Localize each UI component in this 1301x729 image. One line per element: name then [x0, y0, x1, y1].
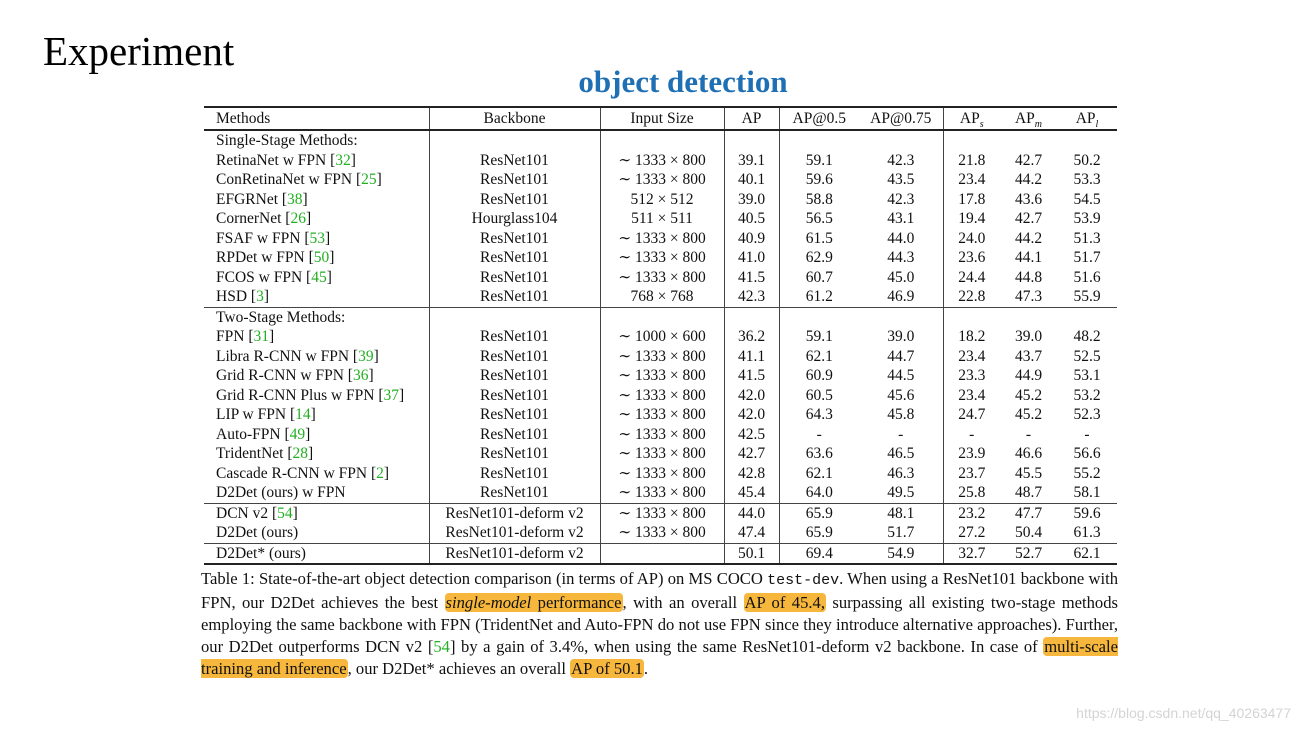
citation-ref: 37 — [383, 386, 400, 404]
watermark: https://blog.csdn.net/qq_40263477 — [1076, 705, 1291, 721]
empty-cell — [429, 307, 600, 327]
ap50-cell: 60.9 — [805, 367, 833, 384]
apm-cell: 42.7 — [1014, 210, 1043, 227]
apm-cell: 44.8 — [1014, 268, 1043, 286]
ap75-cell: 51.7 — [859, 523, 943, 543]
aps-cell: 27.2 — [958, 524, 986, 541]
empty-cell — [859, 307, 943, 327]
citation-ref: 54 — [277, 504, 293, 522]
aps-cell: 19.4 — [958, 210, 986, 227]
backbone-cell: ResNet101-deform v2 — [429, 503, 600, 523]
ap50-cell: 59.1 — [805, 151, 833, 169]
backbone-cell: ResNet101 — [429, 287, 600, 307]
ap75-cell: 48.1 — [859, 503, 943, 523]
apl-cell: 54.5 — [1073, 190, 1101, 208]
table-caption: Table 1: State-of-the-art object detection comparison (in terms of AP) on MS COCO test-dev. When using a ResNet101 backbone with FPN, our D2Det achieves the best single-model performance, with an overall AP of 45.4, surpassing all existing two-stage methods employing the same backbone with FPN (TridentNet and Auto-FPN do not use FPN since they introduce alternative approaches). Further, our D2Det outperforms DCN v2 [54] by a gain of 3.4%, when using the same ResNet101-deform v2 backbone. In case of multi-scale training and inference, our D2Det* achieves an overall AP of 50.1. — [201, 569, 1118, 678]
table-row — [204, 543, 1117, 564]
method-cell: DCN v2 [54] — [204, 503, 429, 523]
method-cell: RetinaNet w FPN [32] — [204, 151, 429, 171]
method-cell: Grid R-CNN Plus w FPN [37] — [204, 386, 429, 406]
ap75-cell: 45.6 — [859, 386, 943, 406]
method-cell: HSD [3] — [204, 287, 429, 307]
empty-cell — [1000, 307, 1057, 327]
ap75-cell: 46.5 — [859, 444, 943, 464]
ap75-cell: 46.3 — [859, 464, 943, 484]
input-size-cell: ∼ 1333 × 800 — [600, 268, 724, 288]
apl-cell: 55.2 — [1073, 464, 1101, 482]
results-table — [204, 106, 1117, 565]
aps-cell: 21.8 — [958, 151, 986, 169]
input-size-cell: 768 × 768 — [600, 287, 724, 307]
method-cell: FPN [31] — [204, 327, 429, 347]
ap-cell: 41.5 — [724, 268, 779, 288]
method-cell: CornerNet [26] — [204, 209, 429, 229]
table-row — [204, 425, 1117, 445]
ap75-cell: 42.3 — [859, 151, 943, 171]
slide-subtitle: object detection — [578, 64, 788, 99]
backbone-cell: ResNet101 — [429, 170, 600, 190]
ap-cell: 44.0 — [724, 503, 779, 523]
aps-cell: - — [969, 425, 975, 443]
table-row — [204, 229, 1117, 249]
citation-ref: 36 — [352, 367, 369, 384]
ap-cell: 42.5 — [724, 425, 779, 445]
input-size-cell: ∼ 1333 × 800 — [600, 386, 724, 406]
input-size-cell — [600, 543, 724, 564]
citation-ref: 26 — [290, 210, 306, 227]
table-row — [204, 503, 1117, 523]
header-ap: AP — [724, 107, 779, 130]
apm-cell: 45.2 — [1014, 406, 1043, 423]
ap50-cell: 61.5 — [805, 229, 833, 247]
citation-ref: 32 — [335, 151, 351, 169]
header-input-size: Input Size — [600, 107, 724, 130]
input-size-cell: ∼ 1333 × 800 — [600, 464, 724, 484]
apl-cell: - — [1084, 425, 1090, 443]
ap50-cell: 65.9 — [779, 503, 859, 523]
ap75-cell: 39.0 — [859, 327, 943, 347]
input-size-cell: ∼ 1333 × 800 — [600, 444, 724, 464]
apl-cell: 62.1 — [1057, 543, 1117, 564]
apl-cell: 52.3 — [1073, 406, 1101, 423]
backbone-cell: ResNet101 — [429, 151, 600, 171]
ap75-cell: 54.9 — [859, 543, 943, 564]
ap-cell: 41.1 — [724, 347, 779, 367]
table-row — [204, 366, 1117, 386]
ap75-cell: 46.9 — [859, 287, 943, 307]
aps-cell: 24.7 — [958, 406, 986, 423]
ap50-cell: 69.4 — [779, 543, 859, 564]
ap50-cell: - — [816, 425, 822, 443]
method-name: D2Det* (ours) — [216, 544, 306, 562]
ap-cell: 39.1 — [724, 151, 779, 171]
apm-cell: 52.7 — [1000, 543, 1057, 564]
ap-cell: 45.4 — [724, 483, 779, 503]
empty-cell — [600, 307, 724, 327]
backbone-cell: ResNet101 — [429, 483, 600, 503]
apm-cell: - — [1025, 425, 1032, 443]
method-name: TridentNet — [216, 445, 288, 462]
ap50-cell: 64.3 — [805, 406, 833, 423]
method-cell — [204, 483, 429, 503]
apm-cell: 46.6 — [1014, 445, 1043, 462]
apl-cell: 58.1 — [1073, 484, 1101, 501]
backbone-cell: ResNet101 — [429, 464, 600, 484]
section-label: Two-Stage Methods: — [204, 307, 429, 327]
table-row — [204, 483, 1117, 503]
input-size-cell: ∼ 1333 × 800 — [600, 503, 724, 523]
backbone-cell: ResNet101 — [429, 327, 600, 347]
input-size-cell: ∼ 1333 × 800 — [600, 347, 724, 367]
citation-ref: 25 — [361, 171, 377, 188]
apm-cell: 50.4 — [1014, 524, 1043, 541]
header-apm: $AP_m$ — [1000, 107, 1057, 130]
method-cell — [204, 543, 429, 564]
highlight-multiscale: multi-scale training and inference — [201, 637, 1118, 678]
method-name: Cascade R-CNN w FPN — [216, 464, 371, 482]
empty-cell — [943, 307, 1000, 327]
backbone-cell: ResNet101 — [429, 248, 600, 268]
method-name: Auto-FPN — [216, 425, 285, 443]
backbone-cell: ResNet101 — [429, 444, 600, 464]
aps-cell: 22.8 — [958, 288, 986, 305]
method-name: HSD — [216, 288, 251, 305]
method-name: RetinaNet w FPN — [216, 151, 331, 169]
section-row — [204, 130, 1117, 151]
ap-cell: 40.9 — [724, 229, 779, 249]
section-row — [204, 307, 1117, 327]
empty-cell — [943, 130, 1000, 151]
input-size-cell: ∼ 1333 × 800 — [600, 151, 724, 171]
input-size-cell: ∼ 1333 × 800 — [600, 483, 724, 503]
ap75-cell: 43.5 — [859, 170, 943, 190]
table-header-row — [204, 107, 1117, 130]
ap-cell: 42.8 — [724, 464, 779, 484]
caption-test-dev: test-dev — [767, 572, 840, 589]
ap75-cell: 43.1 — [859, 209, 943, 229]
apm-cell: 45.5 — [1014, 464, 1043, 482]
input-size-cell: ∼ 1333 × 800 — [600, 523, 724, 543]
empty-cell — [779, 307, 859, 327]
method-name: Grid R-CNN w FPN — [216, 367, 348, 384]
citation-ref: 3 — [256, 288, 264, 305]
empty-cell — [724, 307, 779, 327]
backbone-cell: ResNet101 — [429, 268, 600, 288]
table-row — [204, 523, 1117, 543]
ap75-cell: - — [859, 425, 943, 445]
table-row — [204, 170, 1117, 190]
empty-cell — [600, 130, 724, 151]
apm-cell: 48.7 — [1014, 484, 1043, 501]
citation-ref: 28 — [292, 445, 309, 462]
method-cell: EFGRNet [38] — [204, 190, 429, 210]
aps-cell: 23.4 — [958, 347, 986, 365]
method-name: FCOS w FPN — [216, 268, 307, 286]
aps-cell: 24.0 — [958, 229, 986, 247]
ap50-cell: 60.7 — [805, 268, 833, 286]
empty-cell — [429, 130, 600, 151]
ap75-cell: 45.8 — [859, 405, 943, 425]
header-ap50: AP@0.5 — [779, 107, 859, 130]
ap-cell: 36.2 — [724, 327, 779, 347]
empty-cell — [779, 130, 859, 151]
ap-cell: 42.3 — [724, 287, 779, 307]
apm-cell: 44.2 — [1014, 229, 1043, 247]
input-size-cell: ∼ 1000 × 600 — [600, 327, 724, 347]
apl-cell: 51.7 — [1073, 249, 1101, 266]
citation-ref: 49 — [289, 425, 306, 443]
aps-cell: 17.8 — [958, 190, 986, 208]
header-apl: $AP_l$ — [1057, 107, 1117, 130]
apm-cell: 43.6 — [1014, 190, 1043, 208]
table-row — [204, 151, 1117, 171]
backbone-cell: ResNet101 — [429, 347, 600, 367]
citation-ref: 38 — [287, 190, 303, 208]
input-size-cell: 511 × 511 — [600, 209, 724, 229]
input-size-cell: ∼ 1333 × 800 — [600, 366, 724, 386]
apl-cell: 51.3 — [1073, 229, 1101, 247]
citation-ref: 31 — [253, 328, 269, 345]
apm-cell: 47.3 — [1014, 288, 1043, 305]
ap-cell: 40.1 — [724, 170, 779, 190]
apl-cell: 53.9 — [1073, 210, 1101, 227]
aps-cell: 32.7 — [943, 543, 1000, 564]
ap-cell: 50.1 — [724, 543, 779, 564]
method-name: ConRetinaNet w FPN — [216, 171, 356, 188]
backbone-cell: ResNet101 — [429, 190, 600, 210]
ap50-cell: 62.1 — [805, 464, 833, 482]
apm-cell: 39.0 — [1014, 328, 1043, 345]
method-cell: TridentNet [28] — [204, 444, 429, 464]
method-cell: Libra R-CNN w FPN [39] — [204, 347, 429, 367]
backbone-cell: ResNet101 — [429, 386, 600, 406]
input-size-cell: ∼ 1333 × 800 — [600, 229, 724, 249]
backbone-cell: ResNet101-deform v2 — [429, 543, 600, 564]
header-backbone: Backbone — [429, 107, 600, 130]
aps-cell: 23.3 — [958, 367, 986, 384]
header-methods: Methods — [204, 107, 429, 130]
ap-cell: 39.0 — [724, 190, 779, 210]
ap75-cell: 44.5 — [859, 366, 943, 386]
method-name: LIP w FPN — [216, 406, 290, 423]
backbone-cell: ResNet101 — [429, 425, 600, 445]
table-row — [204, 444, 1117, 464]
ap-cell: 42.7 — [724, 444, 779, 464]
apl-cell: 53.3 — [1073, 171, 1101, 188]
ap50-cell: 62.9 — [805, 249, 833, 266]
ap75-cell: 45.0 — [859, 268, 943, 288]
input-size-cell: ∼ 1333 × 800 — [600, 248, 724, 268]
ap75-cell: 44.3 — [859, 248, 943, 268]
method-name: FSAF w FPN — [216, 229, 305, 247]
apm-cell: 44.9 — [1014, 367, 1043, 384]
empty-cell — [859, 130, 943, 151]
section-label: Single-Stage Methods: — [204, 130, 429, 151]
method-cell: ConRetinaNet w FPN [25] — [204, 170, 429, 190]
method-name: EFGRNet — [216, 190, 282, 208]
ap50-cell: 58.8 — [805, 190, 833, 208]
table-row — [204, 405, 1117, 425]
ap75-cell: 44.0 — [859, 229, 943, 249]
table-row — [204, 464, 1117, 484]
method-cell: Auto-FPN [49] — [204, 425, 429, 445]
citation-ref: 50 — [313, 249, 330, 266]
backbone-cell: Hourglass104 — [429, 209, 600, 229]
table-row — [204, 347, 1117, 367]
apm-cell: 47.7 — [1000, 503, 1057, 523]
method-cell: Grid R-CNN w FPN [36] — [204, 366, 429, 386]
empty-cell — [1000, 130, 1057, 151]
input-size-cell: ∼ 1333 × 800 — [600, 170, 724, 190]
table-row — [204, 248, 1117, 268]
citation-ref: 45 — [311, 268, 327, 286]
apl-cell: 53.2 — [1073, 386, 1101, 404]
highlight-ap-45: AP of 45.4, — [744, 593, 825, 612]
apm-cell: 44.1 — [1014, 249, 1043, 266]
backbone-cell: ResNet101 — [429, 405, 600, 425]
ap50-cell: 60.5 — [805, 386, 833, 404]
aps-cell: 18.2 — [958, 328, 986, 345]
highlight-single-model: single-model performance — [445, 593, 622, 612]
method-name: Libra R-CNN w FPN — [216, 347, 353, 365]
ap-cell: 41.0 — [724, 248, 779, 268]
apl-cell: 61.3 — [1073, 524, 1101, 541]
ap50-cell: 61.2 — [805, 288, 833, 305]
header-ap75: AP@0.75 — [859, 107, 943, 130]
aps-cell: 23.9 — [958, 445, 986, 462]
ap75-cell: 49.5 — [859, 483, 943, 503]
ap-cell: 42.0 — [724, 386, 779, 406]
aps-cell: 23.2 — [943, 503, 1000, 523]
method-name: D2Det (ours) — [216, 524, 299, 541]
highlight-ap-50: AP of 50.1 — [571, 659, 643, 678]
table-row — [204, 386, 1117, 406]
table-row — [204, 268, 1117, 288]
citation-ref: 14 — [295, 406, 311, 423]
table-row — [204, 190, 1117, 210]
method-cell: FCOS w FPN [45] — [204, 268, 429, 288]
ap-cell: 42.0 — [724, 405, 779, 425]
ap50-cell: 56.5 — [805, 210, 833, 227]
method-name: FPN — [216, 328, 249, 345]
empty-cell — [1057, 130, 1117, 151]
empty-cell — [1057, 307, 1117, 327]
input-size-cell: ∼ 1333 × 800 — [600, 405, 724, 425]
method-name: D2Det (ours) w FPN — [216, 484, 346, 501]
method-cell — [204, 523, 429, 543]
apl-cell: 51.6 — [1073, 268, 1101, 286]
citation-ref: 2 — [376, 464, 384, 482]
slide-title: Experiment — [43, 28, 235, 74]
backbone-cell: ResNet101-deform v2 — [429, 523, 600, 543]
method-cell: Cascade R-CNN w FPN [2] — [204, 464, 429, 484]
apl-cell: 48.2 — [1073, 328, 1101, 345]
apm-cell: 42.7 — [1014, 151, 1043, 169]
ap50-cell: 65.9 — [805, 524, 833, 541]
apl-cell: 55.9 — [1073, 288, 1101, 305]
table-row — [204, 287, 1117, 307]
backbone-cell: ResNet101 — [429, 229, 600, 249]
apl-cell: 53.1 — [1073, 367, 1101, 384]
ap50-cell: 62.1 — [805, 347, 833, 365]
ap50-cell: 59.1 — [805, 328, 833, 345]
method-cell: FSAF w FPN [53] — [204, 229, 429, 249]
aps-cell: 23.6 — [958, 249, 986, 266]
apl-cell: 59.6 — [1057, 503, 1117, 523]
method-name: Grid R-CNN Plus w FPN — [216, 386, 379, 404]
input-size-cell: 512 × 512 — [600, 190, 724, 210]
method-name: RPDet w FPN — [216, 249, 309, 266]
backbone-cell: ResNet101 — [429, 366, 600, 386]
ap-cell: 47.4 — [724, 523, 779, 543]
caption-ref: 54 — [433, 637, 450, 656]
table-row — [204, 209, 1117, 229]
ap50-cell: 59.6 — [805, 171, 833, 188]
apm-cell: 44.2 — [1014, 171, 1043, 188]
method-cell: RPDet w FPN [50] — [204, 248, 429, 268]
header-aps: $AP_s$ — [943, 107, 1000, 130]
apm-cell: 45.2 — [1014, 386, 1043, 404]
citation-ref: 39 — [358, 347, 374, 365]
ap-cell: 41.5 — [724, 366, 779, 386]
apl-cell: 52.5 — [1073, 347, 1101, 365]
ap50-cell: 64.0 — [805, 484, 833, 501]
method-name: CornerNet — [216, 210, 286, 227]
empty-cell — [724, 130, 779, 151]
citation-ref: 53 — [309, 229, 325, 247]
aps-cell: 23.4 — [958, 171, 986, 188]
method-cell: LIP w FPN [14] — [204, 405, 429, 425]
apl-cell: 50.2 — [1073, 151, 1101, 169]
aps-cell: 25.8 — [958, 484, 986, 501]
input-size-cell: ∼ 1333 × 800 — [600, 425, 724, 445]
method-name: DCN v2 — [216, 504, 272, 522]
ap50-cell: 63.6 — [805, 445, 833, 462]
table-row — [204, 327, 1117, 347]
ap75-cell: 44.7 — [859, 347, 943, 367]
apm-cell: 43.7 — [1014, 347, 1043, 365]
apl-cell: 56.6 — [1073, 445, 1101, 462]
aps-cell: 24.4 — [958, 268, 986, 286]
aps-cell: 23.4 — [958, 386, 986, 404]
ap75-cell: 42.3 — [859, 190, 943, 210]
ap-cell: 40.5 — [724, 209, 779, 229]
aps-cell: 23.7 — [958, 464, 986, 482]
